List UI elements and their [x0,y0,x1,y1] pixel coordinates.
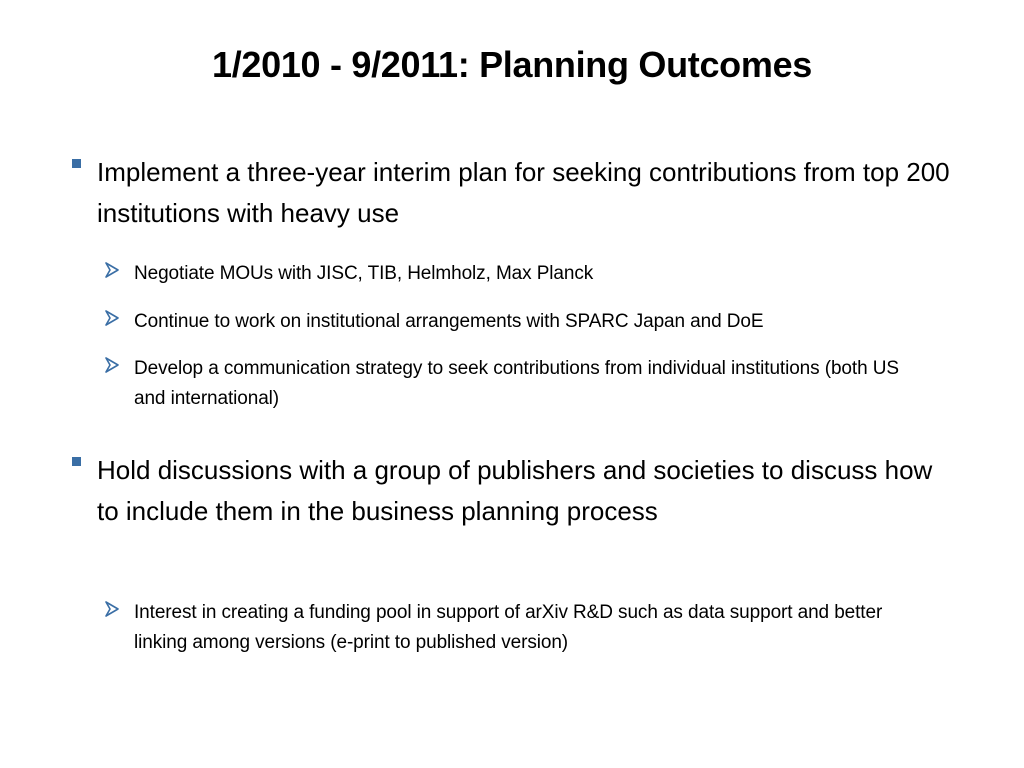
sub-bullet-2-1 [104,598,924,658]
bullet-2-text: Hold discussions with a group of publishers and societies to discuss how to include them in the business planning process [97,455,933,526]
arrow-bullet-icon [104,357,120,373]
arrow-bullet-icon [104,601,120,617]
square-bullet-icon [72,159,81,168]
sub-bullet-1-2-text: Continue to work on institutional arrangements with SPARC Japan and DoE [134,311,764,332]
sub-bullet-2-1-text: Interest in creating a funding pool in support of arXiv R&D such as data support and better linking among versions (e-print to published version) [134,602,883,653]
arrow-bullet-icon [104,262,120,278]
sub-bullet-1-3-text: Develop a communication strategy to seek contributions from individual institutions (both US and international) [134,358,899,409]
bullet-2 [72,450,952,532]
sub-bullet-1-2 [104,307,924,337]
sub-bullet-1-1-text: Negotiate MOUs with JISC, TIB, Helmholz, Max Planck [134,263,594,284]
bullet-1 [72,152,952,234]
square-bullet-icon [72,457,81,466]
sub-bullet-1-3 [104,354,924,414]
sub-bullet-1-1 [104,259,924,289]
slide-title: 1/2010 - 9/2011: Planning Outcomes [211,44,813,85]
bullet-1-text: Implement a three-year interim plan for seeking contributions from top 200 institutions with heavy use [97,157,950,228]
arrow-bullet-icon [104,310,120,326]
